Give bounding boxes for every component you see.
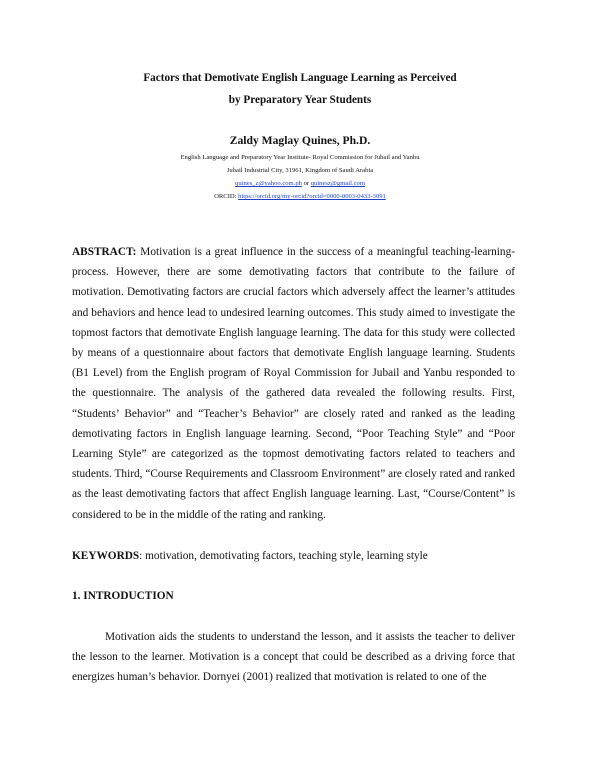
author-affiliation-line-2: Jubail Industrial City, 31961, Kingdom of Saudi Arabia <box>226 167 374 174</box>
abstract-text: Motivation is a great influence in the success of a meaningful teaching-learning-process. However, there are some demotivating factors that contribute to the failure of motivation. Demotivating factors are crucial factors which adversely affect the learner’s attitudes and behaviors and hence lead to undesired learning outcomes. This study aimed to investigate the topmost factors that demotivate English language learning. The data for this study were collected by means of a questionnaire about factors that demotivate English language learning. Students (B1 Level) from the English program of Royal Commission for Jubail and Yanbu responded to the questionnaire. The analysis of the gathered data revealed the following results. First, “Students’ Behavior” and “Teacher’s Behavior” are closely rated and ranked as the leading demotivating factors in English language learning. Second, “Poor Teaching Style” and “Poor Learning Style” are categorized as the topmost demotivating factors related to teachers and students. Third, “Course Requirements and Classroom Environment” are closely rated and ranked as the least demotivating factors that affect English language learning. Last, “Course/Content” is considered to be in the middle of the rating and ranking. <box>72 246 515 521</box>
abstract-paragraph <box>72 242 515 525</box>
email-link-2[interactable]: quinesz@gmail.com <box>310 180 365 187</box>
keywords-paragraph <box>72 546 515 566</box>
email-separator: or <box>301 180 311 187</box>
orcid-label: ORCID: <box>214 193 239 200</box>
author-emails <box>60 181 540 188</box>
introduction-heading: 1. INTRODUCTION <box>72 590 174 602</box>
keywords-label: KEYWORDS <box>72 550 140 562</box>
introduction-paragraph: Motivation aids the students to understand the lesson, and it assists the teacher to deliver the lesson to the learner. Motivation is a concept that could be described as a driving force that energizes human’s behavior. Dornyei (2001) realized that motivation is related to one of the <box>72 631 515 684</box>
email-link-1[interactable]: quines_z@yahoo.com.ph <box>235 180 302 187</box>
keywords-text: : motivation, demotivating factors, teaching style, learning style <box>139 550 428 562</box>
paper-title-line-2: by Preparatory Year Students <box>228 94 372 106</box>
author-affiliation-line-1: English Language and Preparatory Year Institute- Royal Commission for Jubail and Yanbu <box>180 154 420 161</box>
orcid-line <box>60 194 540 201</box>
abstract-label: ABSTRACT: <box>72 246 137 258</box>
orcid-link[interactable]: https://orcid.org/my-orcid?orcid=0000-0003-0433-3091 <box>238 193 386 200</box>
author-name: Zaldy Maglay Quines, Ph.D. <box>229 134 371 147</box>
paper-title-line-1: Factors that Demotivate English Language Learning as Perceived <box>143 72 457 84</box>
